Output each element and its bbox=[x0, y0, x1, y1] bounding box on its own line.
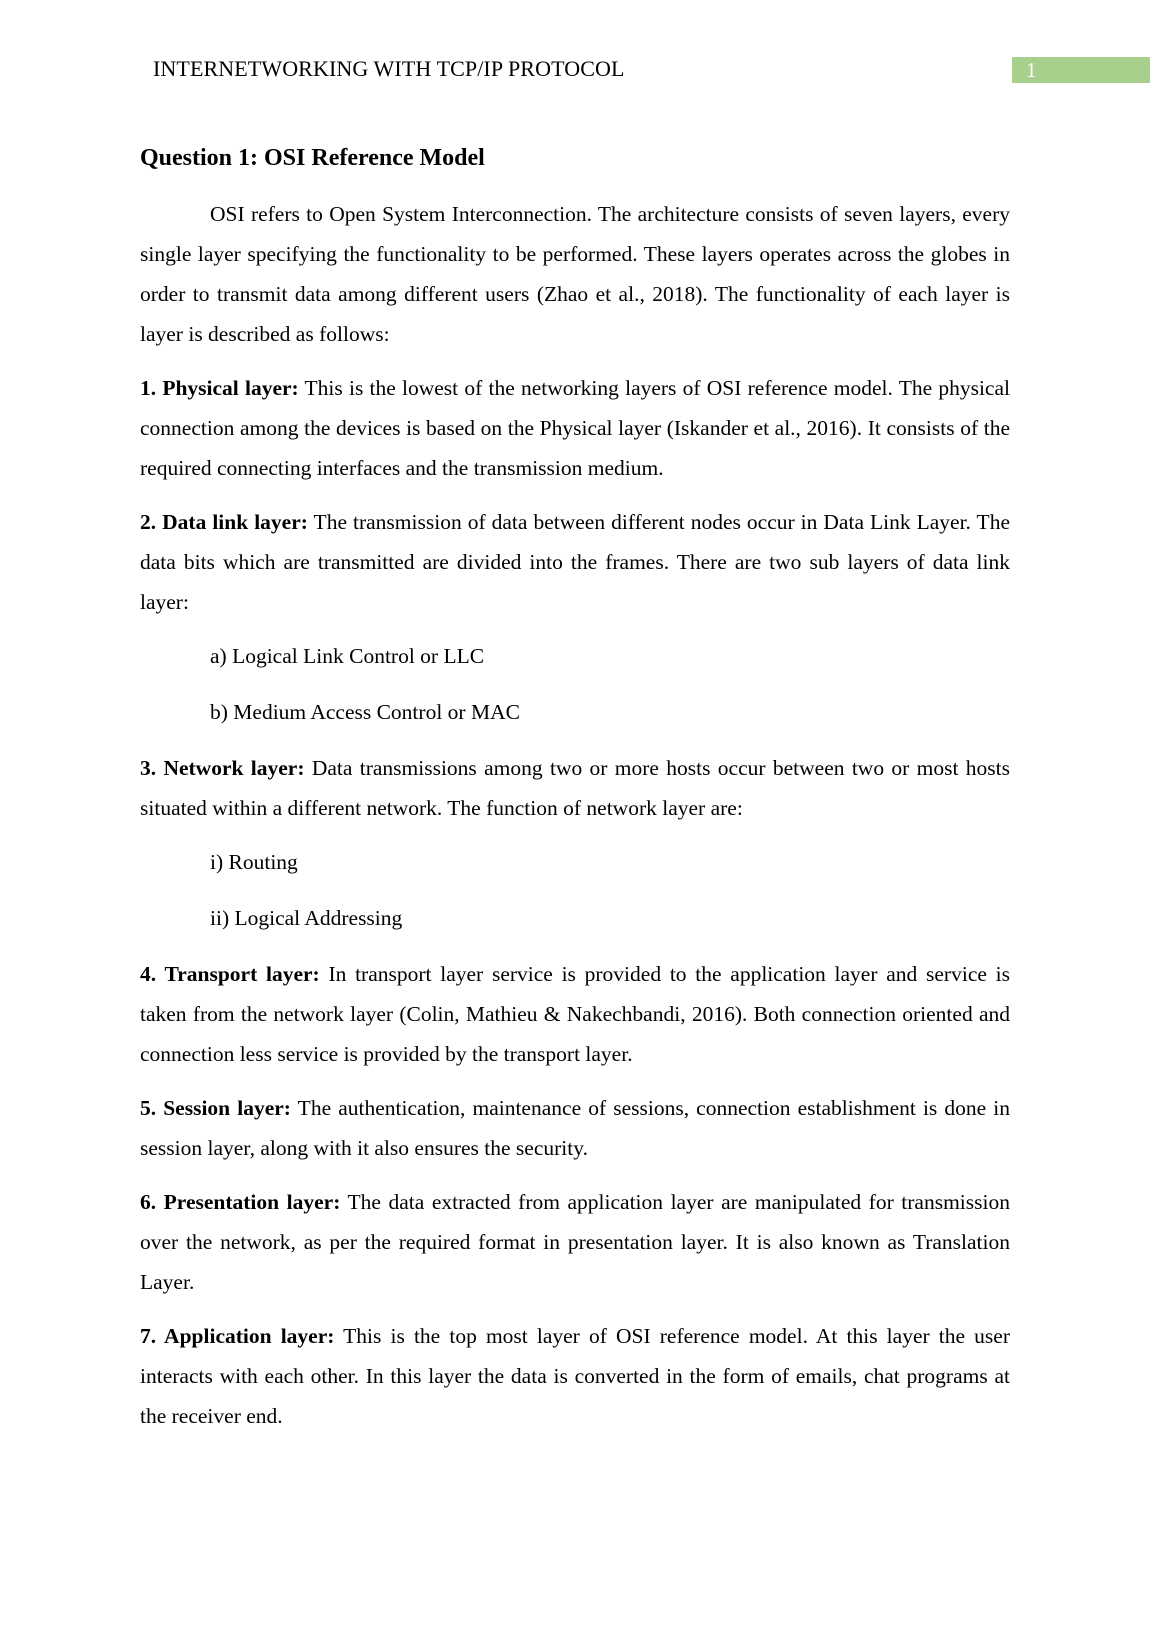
layer-paragraph-network bbox=[140, 748, 1010, 828]
layer-paragraph-physical bbox=[140, 368, 1010, 488]
layer-paragraph-presentation bbox=[140, 1182, 1010, 1302]
page-number-badge bbox=[1012, 57, 1150, 83]
sublayer-item-mac: b) Medium Access Control or MAC bbox=[210, 700, 520, 724]
layer-label: 1. Physical layer: bbox=[140, 376, 299, 400]
network-function-addressing: ii) Logical Addressing bbox=[210, 906, 403, 930]
page-number: 1 bbox=[1026, 58, 1037, 82]
layer-label: 5. Session layer: bbox=[140, 1096, 291, 1120]
sublayer-item-llc: a) Logical Link Control or LLC bbox=[210, 644, 485, 668]
layer-paragraph-session bbox=[140, 1088, 1010, 1168]
intro-paragraph: OSI refers to Open System Interconnection. The architecture consists of seven layers, every single layer specifying the functionality to be performed. These layers operates across the globes in order to transmit data among different users (Zhao et al., 2018). The functionality of each layer is layer is described as follows: bbox=[140, 202, 1010, 346]
layer-paragraph-application bbox=[140, 1316, 1010, 1436]
layer-text: Data transmissions among two or more hosts occur between two or most hosts situated within a different network. The function of network layer are: bbox=[140, 756, 1010, 820]
network-function-routing: i) Routing bbox=[210, 850, 298, 874]
running-header-title: INTERNETWORKING WITH TCP/IP PROTOCOL bbox=[153, 56, 625, 81]
layer-label: 7. Application layer: bbox=[140, 1324, 335, 1348]
layer-label: 4. Transport layer: bbox=[140, 962, 320, 986]
layer-text: This is the top most layer of OSI reference model. At this layer the user interacts with each other. In this layer the data is converted in the form of emails, chat programs at the receiver end. bbox=[140, 1324, 1010, 1428]
layer-text: The authentication, maintenance of sessions, connection establishment is done in session layer, along with it also ensures the security. bbox=[140, 1096, 1010, 1160]
layer-label: 2. Data link layer: bbox=[140, 510, 308, 534]
document-body bbox=[140, 140, 1010, 1450]
layer-text: The data extracted from application layer are manipulated for transmission over the network, as per the required format in presentation layer. It is also known as Translation Layer. bbox=[140, 1190, 1010, 1294]
layer-text: In transport layer service is provided to the application layer and service is taken from the network layer (Colin, Mathieu & Nakechbandi, 2016). Both connection oriented and connection less service is provided by the transport layer. bbox=[140, 962, 1010, 1066]
layer-text: The transmission of data between different nodes occur in Data Link Layer. The data bits which are transmitted are divided into the frames. There are two sub layers of data link layer: bbox=[140, 510, 1010, 614]
layer-text: This is the lowest of the networking layers of OSI reference model. The physical connection among the devices is based on the Physical layer (Iskander et al., 2016). It consists of the required connecting interfaces and the transmission medium. bbox=[140, 376, 1010, 480]
layer-paragraph-transport bbox=[140, 954, 1010, 1074]
layer-paragraph-data-link bbox=[140, 502, 1010, 622]
layer-label: 3. Network layer: bbox=[140, 756, 305, 780]
layer-label: 6. Presentation layer: bbox=[140, 1190, 341, 1214]
question-heading: Question 1: OSI Reference Model bbox=[140, 145, 485, 171]
